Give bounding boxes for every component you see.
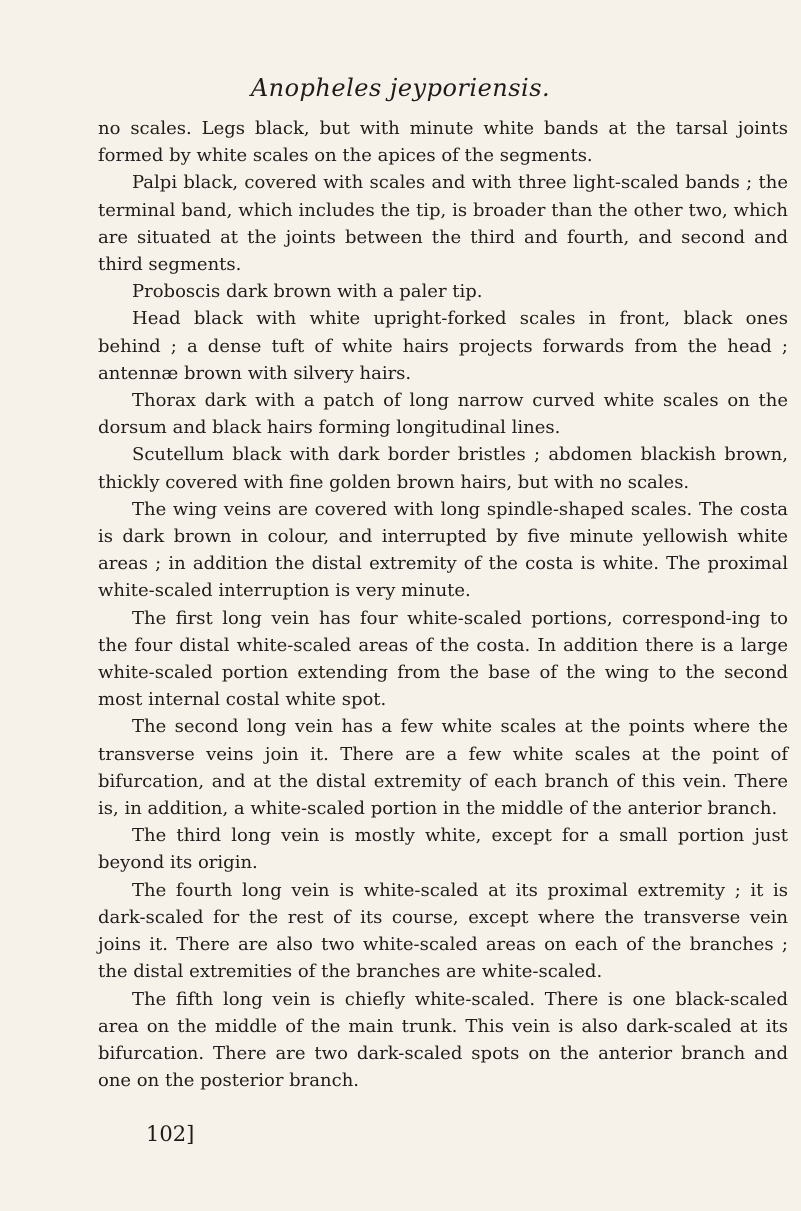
paragraph-second-long-vein: The second long vein has a few white scales at the points where the transverse veins join it. There are a few white scales at the point of bifurcation, and at the distal extremity of each branch of this vein. There is, in addition, a white-scaled portion in the middle of the anterior branch. [98,716,788,820]
body-text [98,115,788,1094]
paragraph-first-long-vein: The first long vein has four white-scaled portions, correspond-ing to the four distal white-scaled areas of the costa. In addition there is a large white-scaled portion extending from the base of the wing to the second most internal costal white spot. [98,607,788,711]
paragraph-legs: no scales. Legs black, but with minute white bands at the tarsal joints formed by white scales on the apices of the segments. [98,118,788,167]
paragraph-thorax: Thorax dark with a patch of long narrow curved white scales on the dorsum and black hairs forming longitudinal lines. [98,390,788,439]
paragraph-head: Head black with white upright-forked scales in front, black ones behind ; a dense tuft of white hairs projects forwards from the head ; antennæ brown with silvery hairs. [98,308,788,384]
paragraph-scutellum: Scutellum black with dark border bristles ; abdomen blackish brown, thickly covered with fine golden brown hairs, but with no scales. [98,444,788,493]
paragraph-wing-veins: The wing veins are covered with long spindle-shaped scales. The costa is dark brown in colour, and interrupted by five minute yellowish white areas ; in addition the distal extremity of the costa is white. The proximal white-scaled interruption is very minute. [98,498,788,602]
paragraph-proboscis: Proboscis dark brown with a paler tip. [132,281,483,303]
paragraph-third-long-vein: The third long vein is mostly white, except for a small portion just beyond its origin. [98,825,788,874]
paragraph-fifth-long-vein: The fifth long vein is chiefly white-scaled. There is one black-scaled area on the middle of the main trunk. This vein is also dark-scaled at its bifurcation. There are two dark-scaled spots on the anterior branch and one on the posterior branch. [98,988,788,1092]
paragraph-palpi: Palpi black, covered with scales and with three light-scaled bands ; the terminal band, which includes the tip, is broader than the other two, which are situated at the joints between the third and fourth, and second and third segments. [98,172,788,276]
running-title: Anopheles jeyporiensis. [250,74,551,102]
page-number: 102] [146,1122,195,1146]
paragraph-fourth-long-vein: The fourth long vein is white-scaled at its proximal extremity ; it is dark-scaled for the rest of its course, except where the transverse vein joins it. There are also two white-scaled areas on each of the branches ; the distal extremities of the branches are white-scaled. [98,879,788,983]
